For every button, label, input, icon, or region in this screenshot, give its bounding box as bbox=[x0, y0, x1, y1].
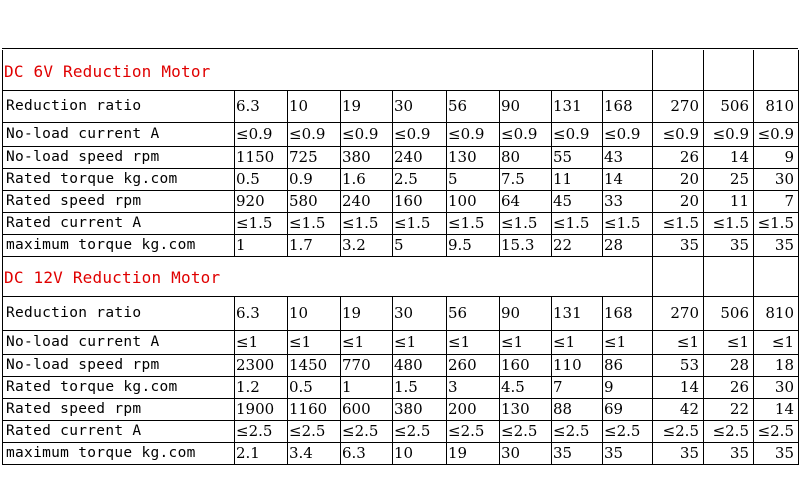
section-title: DC 12V Reduction Motor bbox=[4, 268, 221, 287]
table-cell: 25 bbox=[729, 169, 749, 188]
table-cell: 0.5 bbox=[236, 169, 260, 188]
row-label: maximum torque kg.com bbox=[6, 444, 196, 461]
table-cell: ≤1.5 bbox=[501, 213, 538, 232]
table-cell: ≤2.5 bbox=[501, 421, 538, 440]
row-label: Rated torque kg.com bbox=[6, 378, 178, 395]
table-cell: 920 bbox=[236, 191, 265, 210]
table-cell: 14 bbox=[774, 399, 794, 418]
table-cell: ≤0.9 bbox=[712, 124, 749, 143]
table-cell: 168 bbox=[604, 96, 633, 115]
table-cell: 18 bbox=[774, 355, 794, 374]
table-cell: 1 bbox=[236, 235, 246, 254]
table-cell: 88 bbox=[553, 399, 573, 418]
row-label: No-load current A bbox=[6, 333, 160, 350]
table-cell: ≤0.9 bbox=[394, 124, 431, 143]
table-cell: 9 bbox=[604, 377, 614, 396]
table-cell: 35 bbox=[729, 443, 749, 462]
table-cell: 240 bbox=[342, 191, 371, 210]
table-cell: 28 bbox=[604, 235, 624, 254]
column-border bbox=[2, 90, 3, 257]
table-cell: 19 bbox=[342, 303, 362, 322]
title-grid-line bbox=[703, 256, 704, 296]
table-cell: 7.5 bbox=[501, 169, 525, 188]
table-cell: ≤0.9 bbox=[757, 124, 794, 143]
table-cell: ≤0.9 bbox=[236, 124, 273, 143]
table-cell: ≤2.5 bbox=[662, 421, 699, 440]
row-label: Rated current A bbox=[6, 422, 142, 439]
table-cell: 35 bbox=[679, 443, 699, 462]
table-cell: 506 bbox=[720, 96, 749, 115]
table-cell: ≤1 bbox=[394, 332, 417, 351]
column-border bbox=[703, 296, 704, 465]
title-grid-line bbox=[652, 50, 653, 90]
table-cell: 1160 bbox=[289, 399, 328, 418]
table-cell: 810 bbox=[765, 96, 794, 115]
table-cell: ≤2.5 bbox=[712, 421, 749, 440]
table-cell: ≤1 bbox=[726, 332, 749, 351]
table-cell: ≤0.9 bbox=[553, 124, 590, 143]
table-cell: 168 bbox=[604, 303, 633, 322]
table-cell: 19 bbox=[448, 443, 468, 462]
table-cell: ≤0.9 bbox=[342, 124, 379, 143]
table-cell: ≤2.5 bbox=[394, 421, 431, 440]
table-cell: ≤1.5 bbox=[757, 213, 794, 232]
title-grid-line bbox=[2, 256, 3, 296]
row-label: maximum torque kg.com bbox=[6, 236, 196, 253]
row-label: Rated torque kg.com bbox=[6, 170, 178, 187]
table-cell: 30 bbox=[394, 303, 414, 322]
table-cell: 1.2 bbox=[236, 377, 260, 396]
table-cell: ≤1 bbox=[342, 332, 365, 351]
table-cell: 90 bbox=[501, 303, 521, 322]
table-cell: 30 bbox=[501, 443, 521, 462]
table-cell: 200 bbox=[448, 399, 477, 418]
table-cell: 270 bbox=[670, 303, 699, 322]
table-cell: 810 bbox=[765, 303, 794, 322]
table-cell: 7 bbox=[553, 377, 563, 396]
table-top-border bbox=[2, 48, 798, 49]
table-cell: ≤2.5 bbox=[342, 421, 379, 440]
table-cell: ≤1 bbox=[604, 332, 627, 351]
row-border bbox=[2, 256, 798, 257]
table-cell: 1150 bbox=[236, 147, 275, 166]
table-cell: 480 bbox=[394, 355, 423, 374]
table-cell: 35 bbox=[679, 235, 699, 254]
table-cell: ≤1 bbox=[236, 332, 259, 351]
column-border bbox=[602, 296, 603, 465]
table-cell: 1.7 bbox=[289, 235, 313, 254]
table-cell: 1.5 bbox=[394, 377, 418, 396]
title-grid-line bbox=[798, 50, 799, 90]
title-grid-line bbox=[703, 50, 704, 90]
column-border bbox=[551, 296, 552, 465]
column-border bbox=[551, 90, 552, 257]
table-cell: 1900 bbox=[236, 399, 275, 418]
table-cell: 35 bbox=[553, 443, 573, 462]
table-cell: 770 bbox=[342, 355, 371, 374]
table-cell: 42 bbox=[679, 399, 699, 418]
table-cell: 270 bbox=[670, 96, 699, 115]
table-cell: 2.1 bbox=[236, 443, 260, 462]
column-border bbox=[340, 90, 341, 257]
table-cell: ≤1.5 bbox=[394, 213, 431, 232]
column-border bbox=[446, 90, 447, 257]
table-cell: ≤1 bbox=[553, 332, 576, 351]
row-label: Rated speed rpm bbox=[6, 192, 142, 209]
row-label: Rated current A bbox=[6, 214, 142, 231]
table-cell: 10 bbox=[289, 96, 309, 115]
column-border bbox=[499, 296, 500, 465]
row-border bbox=[2, 464, 798, 465]
column-border bbox=[602, 90, 603, 257]
table-cell: 11 bbox=[729, 191, 749, 210]
table-cell: ≤2.5 bbox=[289, 421, 326, 440]
table-cell: 10 bbox=[289, 303, 309, 322]
table-cell: 580 bbox=[289, 191, 318, 210]
column-border bbox=[2, 296, 3, 465]
table-cell: 4.5 bbox=[501, 377, 525, 396]
table-cell: 14 bbox=[729, 147, 749, 166]
table-cell: 3 bbox=[448, 377, 458, 396]
table-cell: 53 bbox=[679, 355, 699, 374]
table-cell: 131 bbox=[553, 96, 582, 115]
row-label: No-load speed rpm bbox=[6, 356, 160, 373]
table-cell: 35 bbox=[774, 443, 794, 462]
column-border bbox=[652, 296, 653, 465]
table-cell: 160 bbox=[501, 355, 530, 374]
table-cell: 600 bbox=[342, 399, 371, 418]
table-cell: 9.5 bbox=[448, 235, 472, 254]
table-cell: 22 bbox=[553, 235, 573, 254]
row-label: Reduction ratio bbox=[6, 97, 142, 114]
table-cell: 130 bbox=[501, 399, 530, 418]
column-border bbox=[753, 90, 754, 257]
column-border bbox=[392, 90, 393, 257]
table-cell: ≤1.5 bbox=[712, 213, 749, 232]
table-cell: 14 bbox=[604, 169, 624, 188]
table-cell: ≤2.5 bbox=[448, 421, 485, 440]
table-cell: 35 bbox=[604, 443, 624, 462]
table-cell: 90 bbox=[501, 96, 521, 115]
row-label: Rated speed rpm bbox=[6, 400, 142, 417]
table-cell: ≤0.9 bbox=[289, 124, 326, 143]
table-cell: 506 bbox=[720, 303, 749, 322]
column-border bbox=[287, 90, 288, 257]
table-cell: ≤1.5 bbox=[236, 213, 273, 232]
table-cell: ≤1 bbox=[289, 332, 312, 351]
table-cell: 14 bbox=[679, 377, 699, 396]
table-cell: 11 bbox=[553, 169, 573, 188]
table-cell: 260 bbox=[448, 355, 477, 374]
title-grid-line bbox=[798, 256, 799, 296]
row-label: No-load current A bbox=[6, 125, 160, 142]
table-cell: ≤1.5 bbox=[604, 213, 641, 232]
table-cell: ≤1.5 bbox=[448, 213, 485, 232]
column-border bbox=[499, 90, 500, 257]
table-cell: 30 bbox=[394, 96, 414, 115]
column-border bbox=[753, 296, 754, 465]
table-cell: 35 bbox=[774, 235, 794, 254]
table-cell: 64 bbox=[501, 191, 521, 210]
table-cell: 7 bbox=[784, 191, 794, 210]
table-cell: ≤1.5 bbox=[289, 213, 326, 232]
table-cell: 69 bbox=[604, 399, 624, 418]
table-cell: 35 bbox=[729, 235, 749, 254]
table-cell: 56 bbox=[448, 96, 468, 115]
table-cell: 20 bbox=[679, 191, 699, 210]
table-cell: 100 bbox=[448, 191, 477, 210]
table-cell: 6.3 bbox=[342, 443, 366, 462]
table-cell: 2300 bbox=[236, 355, 275, 374]
column-border bbox=[234, 90, 235, 257]
table-cell: ≤2.5 bbox=[236, 421, 273, 440]
table-cell: ≤2.5 bbox=[553, 421, 590, 440]
title-grid-line bbox=[2, 50, 3, 90]
table-cell: 1.6 bbox=[342, 169, 366, 188]
column-border bbox=[340, 296, 341, 465]
table-cell: 30 bbox=[774, 377, 794, 396]
table-cell: 130 bbox=[448, 147, 477, 166]
table-cell: 5 bbox=[448, 169, 458, 188]
table-cell: ≤1.5 bbox=[553, 213, 590, 232]
table-cell: 56 bbox=[448, 303, 468, 322]
column-border bbox=[234, 296, 235, 465]
table-cell: ≤1 bbox=[771, 332, 794, 351]
table-cell: 3.2 bbox=[342, 235, 366, 254]
table-cell: 45 bbox=[553, 191, 573, 210]
table-cell: ≤0.9 bbox=[501, 124, 538, 143]
table-cell: 2.5 bbox=[394, 169, 418, 188]
table-cell: 26 bbox=[729, 377, 749, 396]
table-cell: 80 bbox=[501, 147, 521, 166]
table-cell: 5 bbox=[394, 235, 404, 254]
column-border bbox=[446, 296, 447, 465]
column-border bbox=[703, 90, 704, 257]
table-cell: 160 bbox=[394, 191, 423, 210]
table-cell: 3.4 bbox=[289, 443, 313, 462]
table-cell: 30 bbox=[774, 169, 794, 188]
table-cell: 26 bbox=[679, 147, 699, 166]
row-label: No-load speed rpm bbox=[6, 148, 160, 165]
table-cell: 19 bbox=[342, 96, 362, 115]
table-cell: 15.3 bbox=[501, 235, 535, 254]
table-cell: 55 bbox=[553, 147, 573, 166]
table-cell: 380 bbox=[342, 147, 371, 166]
table-cell: ≤1 bbox=[676, 332, 699, 351]
table-cell: ≤2.5 bbox=[757, 421, 794, 440]
row-label: Reduction ratio bbox=[6, 304, 142, 321]
table-cell: ≤1 bbox=[448, 332, 471, 351]
table-cell: 0.9 bbox=[289, 169, 313, 188]
table-cell: 240 bbox=[394, 147, 423, 166]
column-border bbox=[392, 296, 393, 465]
table-cell: ≤0.9 bbox=[604, 124, 641, 143]
table-cell: 1450 bbox=[289, 355, 328, 374]
table-cell: 33 bbox=[604, 191, 624, 210]
table-cell: ≤1.5 bbox=[342, 213, 379, 232]
column-border bbox=[798, 90, 799, 257]
column-border bbox=[798, 296, 799, 465]
table-cell: 0.5 bbox=[289, 377, 313, 396]
table-cell: 9 bbox=[784, 147, 794, 166]
table-cell: 725 bbox=[289, 147, 318, 166]
table-cell: 110 bbox=[553, 355, 582, 374]
table-cell: 380 bbox=[394, 399, 423, 418]
title-grid-line bbox=[753, 256, 754, 296]
table-cell: ≤1 bbox=[501, 332, 524, 351]
table-cell: 22 bbox=[729, 399, 749, 418]
table-cell: ≤1.5 bbox=[662, 213, 699, 232]
table-cell: 6.3 bbox=[236, 96, 260, 115]
table-cell: ≤2.5 bbox=[604, 421, 641, 440]
table-cell: 6.3 bbox=[236, 303, 260, 322]
column-border bbox=[652, 90, 653, 257]
table-cell: 20 bbox=[679, 169, 699, 188]
table-cell: 131 bbox=[553, 303, 582, 322]
table-cell: ≤0.9 bbox=[662, 124, 699, 143]
table-cell: 28 bbox=[729, 355, 749, 374]
section-title: DC 6V Reduction Motor bbox=[4, 62, 211, 81]
table-cell: 10 bbox=[394, 443, 414, 462]
table-cell: ≤0.9 bbox=[448, 124, 485, 143]
title-grid-line bbox=[753, 50, 754, 90]
title-grid-line bbox=[652, 256, 653, 296]
column-border bbox=[287, 296, 288, 465]
table-cell: 86 bbox=[604, 355, 624, 374]
table-cell: 43 bbox=[604, 147, 624, 166]
table-cell: 1 bbox=[342, 377, 352, 396]
